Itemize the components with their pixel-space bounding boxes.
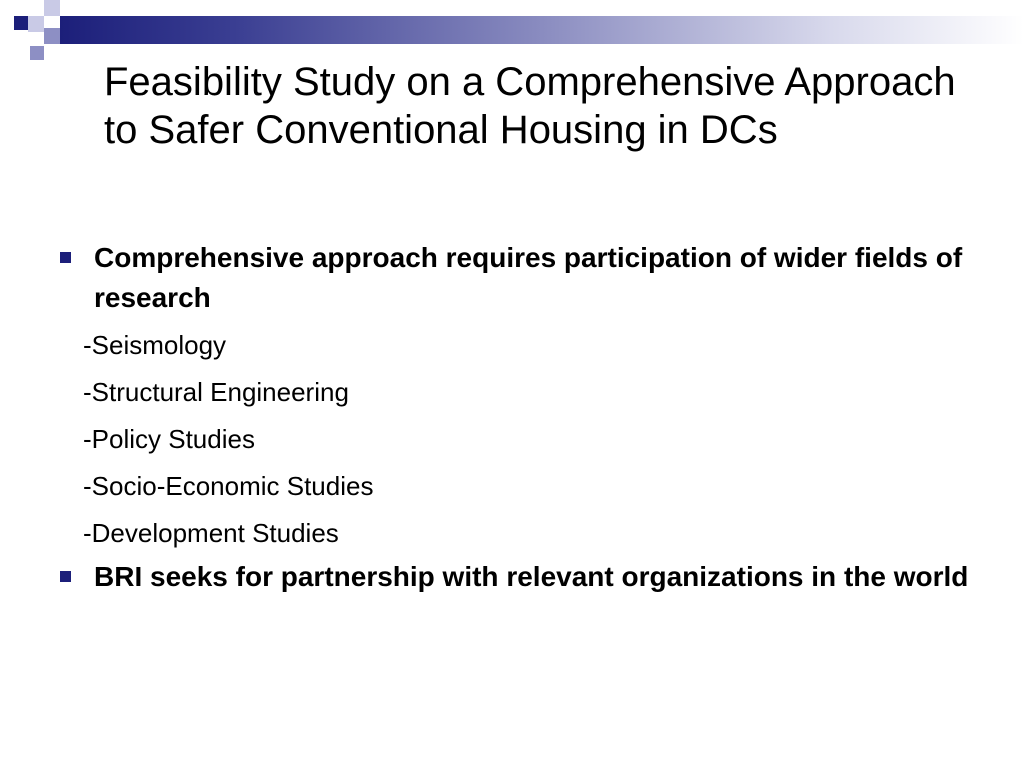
decor-square-light bbox=[28, 16, 44, 32]
decor-square-light bbox=[44, 0, 60, 16]
bullet-item bbox=[56, 557, 986, 597]
decor-square-mid bbox=[44, 28, 60, 44]
sub-item: -Structural Engineering bbox=[83, 377, 349, 407]
square-bullet-icon bbox=[60, 571, 71, 582]
square-bullet-icon bbox=[60, 252, 71, 263]
decor-square-mid bbox=[30, 46, 44, 60]
slide-title: Feasibility Study on a Comprehensive Approach to Safer Conventional Housing in DCs bbox=[104, 60, 956, 152]
sub-item: -Seismology bbox=[83, 330, 227, 360]
sub-item: -Development Studies bbox=[83, 518, 339, 548]
header-gradient-bar bbox=[60, 16, 1024, 44]
sub-item: -Policy Studies bbox=[83, 424, 255, 454]
bullet-item bbox=[56, 238, 986, 318]
slide-content bbox=[56, 238, 986, 601]
sub-item: -Socio-Economic Studies bbox=[83, 471, 374, 501]
decor-square-dark bbox=[14, 16, 28, 30]
bullet-text: BRI seeks for partnership with relevant organizations in the world bbox=[94, 561, 969, 592]
bullet-text: Comprehensive approach requires participation of wider fields of research bbox=[94, 242, 963, 313]
